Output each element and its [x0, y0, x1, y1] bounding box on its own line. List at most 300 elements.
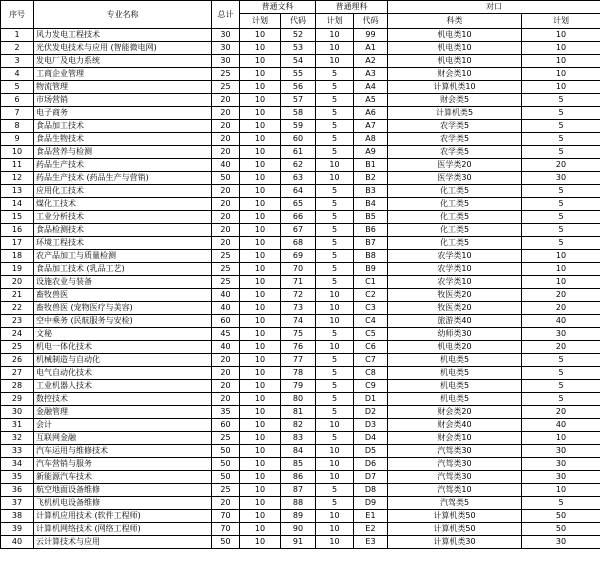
cell-science-plan: 5 — [316, 211, 354, 224]
cell-category: 化工类5 — [388, 211, 522, 224]
cell-liberal-code: 74 — [281, 315, 316, 328]
cell-vocational-plan: 5 — [522, 354, 600, 367]
cell-science-code: C9 — [354, 380, 388, 393]
cell-liberal-plan: 10 — [240, 406, 281, 419]
cell-category: 汽驾类5 — [388, 497, 522, 510]
cell-total: 50 — [212, 536, 240, 549]
header-science-plan: 计划 — [316, 14, 354, 29]
cell-major-name: 汽车运用与维修技术 — [34, 445, 212, 458]
cell-major-name: 环境工程技术 — [34, 237, 212, 250]
table-row — [1, 55, 600, 68]
cell-science-code: D7 — [354, 471, 388, 484]
cell-science-code: D1 — [354, 393, 388, 406]
cell-liberal-plan: 10 — [240, 432, 281, 445]
cell-science-code: C3 — [354, 302, 388, 315]
cell-index: 24 — [1, 328, 34, 341]
cell-major-name: 设施农业与装备 — [34, 276, 212, 289]
cell-major-name: 发电厂及电力系统 — [34, 55, 212, 68]
cell-total: 25 — [212, 263, 240, 276]
cell-science-code: C2 — [354, 289, 388, 302]
cell-total: 70 — [212, 523, 240, 536]
cell-liberal-code: 58 — [281, 107, 316, 120]
cell-major-name: 光伏发电技术与应用 (智能微电网) — [34, 42, 212, 55]
cell-science-plan: 10 — [316, 42, 354, 55]
cell-category: 化工类5 — [388, 185, 522, 198]
cell-vocational-plan: 10 — [522, 263, 600, 276]
cell-vocational-plan: 10 — [522, 29, 600, 42]
cell-science-plan: 10 — [316, 536, 354, 549]
cell-total: 20 — [212, 107, 240, 120]
cell-liberal-plan: 10 — [240, 55, 281, 68]
cell-index: 16 — [1, 224, 34, 237]
cell-total: 25 — [212, 250, 240, 263]
cell-liberal-code: 70 — [281, 263, 316, 276]
cell-index: 23 — [1, 315, 34, 328]
cell-total: 70 — [212, 510, 240, 523]
table-row — [1, 237, 600, 250]
cell-category: 汽驾类30 — [388, 445, 522, 458]
cell-index: 31 — [1, 419, 34, 432]
cell-vocational-plan: 40 — [522, 419, 600, 432]
header-category: 科类 — [388, 14, 522, 29]
cell-science-plan: 5 — [316, 328, 354, 341]
cell-science-plan: 5 — [316, 185, 354, 198]
header-total: 总计 — [212, 1, 240, 29]
cell-liberal-plan: 10 — [240, 81, 281, 94]
cell-liberal-code: 76 — [281, 341, 316, 354]
cell-liberal-plan: 10 — [240, 198, 281, 211]
cell-science-code: D3 — [354, 419, 388, 432]
cell-total: 20 — [212, 497, 240, 510]
cell-major-name: 食品加工技术 — [34, 120, 212, 133]
cell-total: 20 — [212, 133, 240, 146]
cell-science-code: 99 — [354, 29, 388, 42]
cell-major-name: 食品加工技术 (乳品工艺) — [34, 263, 212, 276]
cell-liberal-plan: 10 — [240, 94, 281, 107]
cell-science-plan: 10 — [316, 458, 354, 471]
cell-index: 15 — [1, 211, 34, 224]
cell-major-name: 农产品加工与质量检测 — [34, 250, 212, 263]
header-science-code: 代码 — [354, 14, 388, 29]
cell-index: 33 — [1, 445, 34, 458]
cell-science-plan: 10 — [316, 159, 354, 172]
cell-total: 30 — [212, 29, 240, 42]
cell-science-code: A5 — [354, 94, 388, 107]
cell-index: 21 — [1, 289, 34, 302]
cell-major-name: 计算机应用技术 (软件工程师) — [34, 510, 212, 523]
table-row — [1, 367, 600, 380]
cell-science-code: C5 — [354, 328, 388, 341]
cell-total: 20 — [212, 224, 240, 237]
cell-liberal-code: 91 — [281, 536, 316, 549]
cell-index: 35 — [1, 471, 34, 484]
cell-liberal-plan: 10 — [240, 341, 281, 354]
cell-index: 39 — [1, 523, 34, 536]
cell-major-name: 应用化工技术 — [34, 185, 212, 198]
cell-liberal-plan: 10 — [240, 354, 281, 367]
cell-science-code: D8 — [354, 484, 388, 497]
cell-science-code: B4 — [354, 198, 388, 211]
cell-vocational-plan: 10 — [522, 250, 600, 263]
cell-science-plan: 5 — [316, 250, 354, 263]
cell-total: 25 — [212, 276, 240, 289]
cell-liberal-code: 77 — [281, 354, 316, 367]
cell-index: 34 — [1, 458, 34, 471]
cell-total: 35 — [212, 406, 240, 419]
cell-liberal-code: 63 — [281, 172, 316, 185]
cell-category: 机电类5 — [388, 354, 522, 367]
cell-total: 20 — [212, 146, 240, 159]
table-row — [1, 146, 600, 159]
cell-science-code: C4 — [354, 315, 388, 328]
cell-liberal-code: 68 — [281, 237, 316, 250]
cell-total: 50 — [212, 471, 240, 484]
cell-total: 20 — [212, 380, 240, 393]
cell-science-plan: 10 — [316, 172, 354, 185]
cell-total: 25 — [212, 432, 240, 445]
cell-major-name: 物流管理 — [34, 81, 212, 94]
cell-liberal-code: 52 — [281, 29, 316, 42]
cell-liberal-code: 62 — [281, 159, 316, 172]
cell-category: 计算机类5 — [388, 107, 522, 120]
cell-index: 3 — [1, 55, 34, 68]
table-row — [1, 289, 600, 302]
cell-major-name: 机械制造与自动化 — [34, 354, 212, 367]
cell-liberal-plan: 10 — [240, 497, 281, 510]
cell-index: 37 — [1, 497, 34, 510]
cell-index: 9 — [1, 133, 34, 146]
cell-science-plan: 5 — [316, 263, 354, 276]
cell-liberal-plan: 10 — [240, 224, 281, 237]
cell-major-name: 食品生物技术 — [34, 133, 212, 146]
cell-category: 化工类5 — [388, 224, 522, 237]
cell-science-plan: 10 — [316, 523, 354, 536]
cell-science-plan: 10 — [316, 289, 354, 302]
cell-liberal-plan: 10 — [240, 185, 281, 198]
cell-science-plan: 10 — [316, 419, 354, 432]
table-row — [1, 471, 600, 484]
cell-major-name: 汽车营销与服务 — [34, 458, 212, 471]
header-vocational: 对口 — [388, 1, 600, 14]
cell-liberal-code: 67 — [281, 224, 316, 237]
cell-category: 农学类5 — [388, 146, 522, 159]
cell-vocational-plan: 10 — [522, 42, 600, 55]
cell-liberal-plan: 10 — [240, 302, 281, 315]
table-row — [1, 172, 600, 185]
cell-category: 农学类10 — [388, 276, 522, 289]
cell-vocational-plan: 5 — [522, 224, 600, 237]
cell-vocational-plan: 10 — [522, 432, 600, 445]
cell-vocational-plan: 10 — [522, 81, 600, 94]
cell-major-name: 电气自动化技术 — [34, 367, 212, 380]
cell-total: 40 — [212, 341, 240, 354]
cell-science-plan: 5 — [316, 68, 354, 81]
cell-science-code: B9 — [354, 263, 388, 276]
cell-index: 4 — [1, 68, 34, 81]
cell-category: 汽驾类30 — [388, 471, 522, 484]
cell-science-code: B2 — [354, 172, 388, 185]
table-row — [1, 224, 600, 237]
cell-liberal-plan: 10 — [240, 211, 281, 224]
cell-category: 计算机类50 — [388, 510, 522, 523]
cell-category: 幼师类30 — [388, 328, 522, 341]
cell-liberal-code: 79 — [281, 380, 316, 393]
table-row — [1, 484, 600, 497]
cell-liberal-code: 56 — [281, 81, 316, 94]
cell-major-name: 文秘 — [34, 328, 212, 341]
cell-vocational-plan: 5 — [522, 120, 600, 133]
cell-science-code: C7 — [354, 354, 388, 367]
cell-total: 20 — [212, 198, 240, 211]
table-row — [1, 380, 600, 393]
cell-science-plan: 10 — [316, 471, 354, 484]
cell-total: 20 — [212, 120, 240, 133]
cell-major-name: 工业机器人技术 — [34, 380, 212, 393]
cell-vocational-plan: 5 — [522, 198, 600, 211]
cell-total: 25 — [212, 68, 240, 81]
cell-science-plan: 10 — [316, 29, 354, 42]
cell-science-plan: 5 — [316, 146, 354, 159]
cell-liberal-code: 66 — [281, 211, 316, 224]
cell-total: 45 — [212, 328, 240, 341]
cell-major-name: 电子商务 — [34, 107, 212, 120]
cell-category: 汽驾类10 — [388, 484, 522, 497]
table-row — [1, 536, 600, 549]
cell-liberal-code: 89 — [281, 510, 316, 523]
cell-science-code: E2 — [354, 523, 388, 536]
cell-major-name: 药品生产技术 — [34, 159, 212, 172]
cell-liberal-plan: 10 — [240, 523, 281, 536]
cell-science-plan: 10 — [316, 302, 354, 315]
cell-liberal-code: 80 — [281, 393, 316, 406]
cell-index: 27 — [1, 367, 34, 380]
cell-science-plan: 5 — [316, 133, 354, 146]
table-row — [1, 523, 600, 536]
cell-liberal-plan: 10 — [240, 120, 281, 133]
table-row — [1, 107, 600, 120]
cell-category: 机电类5 — [388, 367, 522, 380]
cell-science-code: B8 — [354, 250, 388, 263]
cell-index: 12 — [1, 172, 34, 185]
cell-liberal-code: 72 — [281, 289, 316, 302]
cell-science-plan: 10 — [316, 55, 354, 68]
cell-liberal-code: 53 — [281, 42, 316, 55]
table-row — [1, 354, 600, 367]
cell-liberal-plan: 10 — [240, 159, 281, 172]
table-row — [1, 81, 600, 94]
cell-vocational-plan: 5 — [522, 133, 600, 146]
cell-liberal-code: 83 — [281, 432, 316, 445]
cell-total: 50 — [212, 445, 240, 458]
cell-major-name: 云计算技术与应用 — [34, 536, 212, 549]
cell-total: 20 — [212, 237, 240, 250]
cell-category: 农学类10 — [388, 250, 522, 263]
cell-liberal-plan: 10 — [240, 445, 281, 458]
cell-science-code: C1 — [354, 276, 388, 289]
cell-major-name: 药品生产技术 (药品生产与营销) — [34, 172, 212, 185]
cell-index: 17 — [1, 237, 34, 250]
cell-category: 机电类10 — [388, 29, 522, 42]
cell-index: 32 — [1, 432, 34, 445]
cell-major-name: 工商企业管理 — [34, 68, 212, 81]
cell-total: 40 — [212, 289, 240, 302]
table-row — [1, 419, 600, 432]
cell-total: 25 — [212, 484, 240, 497]
cell-category: 化工类5 — [388, 237, 522, 250]
cell-liberal-code: 78 — [281, 367, 316, 380]
cell-liberal-code: 71 — [281, 276, 316, 289]
cell-liberal-plan: 10 — [240, 289, 281, 302]
cell-index: 18 — [1, 250, 34, 263]
cell-liberal-code: 84 — [281, 445, 316, 458]
cell-liberal-code: 54 — [281, 55, 316, 68]
header-science: 普通理科 — [316, 1, 388, 14]
cell-index: 14 — [1, 198, 34, 211]
cell-science-code: C8 — [354, 367, 388, 380]
cell-vocational-plan: 5 — [522, 393, 600, 406]
header-liberal-arts: 普通文科 — [240, 1, 316, 14]
table-body — [1, 29, 600, 549]
cell-category: 财会类10 — [388, 432, 522, 445]
cell-liberal-plan: 10 — [240, 172, 281, 185]
cell-major-name: 畜牧兽医 (宠物医疗与美容) — [34, 302, 212, 315]
cell-vocational-plan: 30 — [522, 536, 600, 549]
cell-vocational-plan: 10 — [522, 276, 600, 289]
table-row — [1, 341, 600, 354]
cell-major-name: 工业分析技术 — [34, 211, 212, 224]
cell-vocational-plan: 5 — [522, 367, 600, 380]
cell-vocational-plan: 30 — [522, 471, 600, 484]
table-row — [1, 263, 600, 276]
header-liberal-plan: 计划 — [240, 14, 281, 29]
table-row — [1, 159, 600, 172]
cell-major-name: 新能源汽车技术 — [34, 471, 212, 484]
cell-liberal-code: 81 — [281, 406, 316, 419]
cell-category: 计算机类30 — [388, 536, 522, 549]
cell-liberal-plan: 10 — [240, 471, 281, 484]
cell-liberal-code: 73 — [281, 302, 316, 315]
cell-category: 财会类5 — [388, 94, 522, 107]
cell-major-name: 计算机网络技术 (网络工程师) — [34, 523, 212, 536]
cell-liberal-plan: 10 — [240, 484, 281, 497]
cell-vocational-plan: 5 — [522, 380, 600, 393]
cell-science-plan: 5 — [316, 94, 354, 107]
cell-total: 20 — [212, 354, 240, 367]
cell-vocational-plan: 50 — [522, 510, 600, 523]
cell-total: 20 — [212, 367, 240, 380]
cell-index: 38 — [1, 510, 34, 523]
cell-liberal-plan: 10 — [240, 107, 281, 120]
cell-science-code: A4 — [354, 81, 388, 94]
cell-major-name: 畜牧兽医 — [34, 289, 212, 302]
cell-category: 财会类40 — [388, 419, 522, 432]
cell-index: 2 — [1, 42, 34, 55]
cell-category: 计算机类10 — [388, 81, 522, 94]
cell-category: 农学类5 — [388, 133, 522, 146]
cell-total: 60 — [212, 419, 240, 432]
table-row — [1, 393, 600, 406]
cell-category: 医学类20 — [388, 159, 522, 172]
cell-liberal-code: 61 — [281, 146, 316, 159]
cell-liberal-code: 75 — [281, 328, 316, 341]
cell-category: 牧医类20 — [388, 302, 522, 315]
cell-liberal-code: 57 — [281, 94, 316, 107]
cell-science-code: D4 — [354, 432, 388, 445]
cell-liberal-plan: 10 — [240, 276, 281, 289]
table-row — [1, 185, 600, 198]
cell-science-code: D5 — [354, 445, 388, 458]
cell-liberal-plan: 10 — [240, 510, 281, 523]
cell-index: 1 — [1, 29, 34, 42]
cell-science-code: A1 — [354, 42, 388, 55]
table-row — [1, 198, 600, 211]
cell-liberal-plan: 10 — [240, 263, 281, 276]
header-liberal-code: 代码 — [281, 14, 316, 29]
cell-index: 11 — [1, 159, 34, 172]
cell-liberal-code: 55 — [281, 68, 316, 81]
cell-vocational-plan: 20 — [522, 341, 600, 354]
cell-science-code: B6 — [354, 224, 388, 237]
cell-science-plan: 5 — [316, 107, 354, 120]
cell-category: 机电类5 — [388, 380, 522, 393]
cell-vocational-plan: 5 — [522, 185, 600, 198]
cell-index: 20 — [1, 276, 34, 289]
cell-category: 机电类5 — [388, 393, 522, 406]
cell-total: 30 — [212, 42, 240, 55]
cell-science-code: A6 — [354, 107, 388, 120]
cell-science-code: D2 — [354, 406, 388, 419]
cell-science-plan: 5 — [316, 393, 354, 406]
cell-index: 30 — [1, 406, 34, 419]
table-row — [1, 315, 600, 328]
cell-science-plan: 5 — [316, 380, 354, 393]
cell-major-name: 市场营销 — [34, 94, 212, 107]
cell-major-name: 食品检测技术 — [34, 224, 212, 237]
cell-category: 汽驾类30 — [388, 458, 522, 471]
table-row — [1, 497, 600, 510]
cell-science-plan: 5 — [316, 224, 354, 237]
cell-major-name: 煤化工技术 — [34, 198, 212, 211]
cell-science-plan: 5 — [316, 367, 354, 380]
cell-total: 30 — [212, 55, 240, 68]
cell-category: 农学类10 — [388, 263, 522, 276]
cell-major-name: 互联网金融 — [34, 432, 212, 445]
cell-science-code: A8 — [354, 133, 388, 146]
cell-liberal-code: 60 — [281, 133, 316, 146]
cell-vocational-plan: 20 — [522, 289, 600, 302]
table-row — [1, 120, 600, 133]
cell-liberal-code: 88 — [281, 497, 316, 510]
table-row — [1, 302, 600, 315]
table-row — [1, 68, 600, 81]
cell-category: 农学类5 — [388, 120, 522, 133]
cell-major-name: 金融管理 — [34, 406, 212, 419]
cell-science-code: B7 — [354, 237, 388, 250]
cell-science-code: E1 — [354, 510, 388, 523]
cell-category: 医学类30 — [388, 172, 522, 185]
cell-category: 机电类20 — [388, 341, 522, 354]
header-index: 序号 — [1, 1, 34, 29]
cell-category: 旅游类40 — [388, 315, 522, 328]
cell-liberal-code: 69 — [281, 250, 316, 263]
cell-science-code: A3 — [354, 68, 388, 81]
cell-index: 40 — [1, 536, 34, 549]
table-row — [1, 432, 600, 445]
cell-major-name: 航空地面设备维修 — [34, 484, 212, 497]
cell-index: 26 — [1, 354, 34, 367]
cell-science-plan: 10 — [316, 510, 354, 523]
cell-index: 8 — [1, 120, 34, 133]
